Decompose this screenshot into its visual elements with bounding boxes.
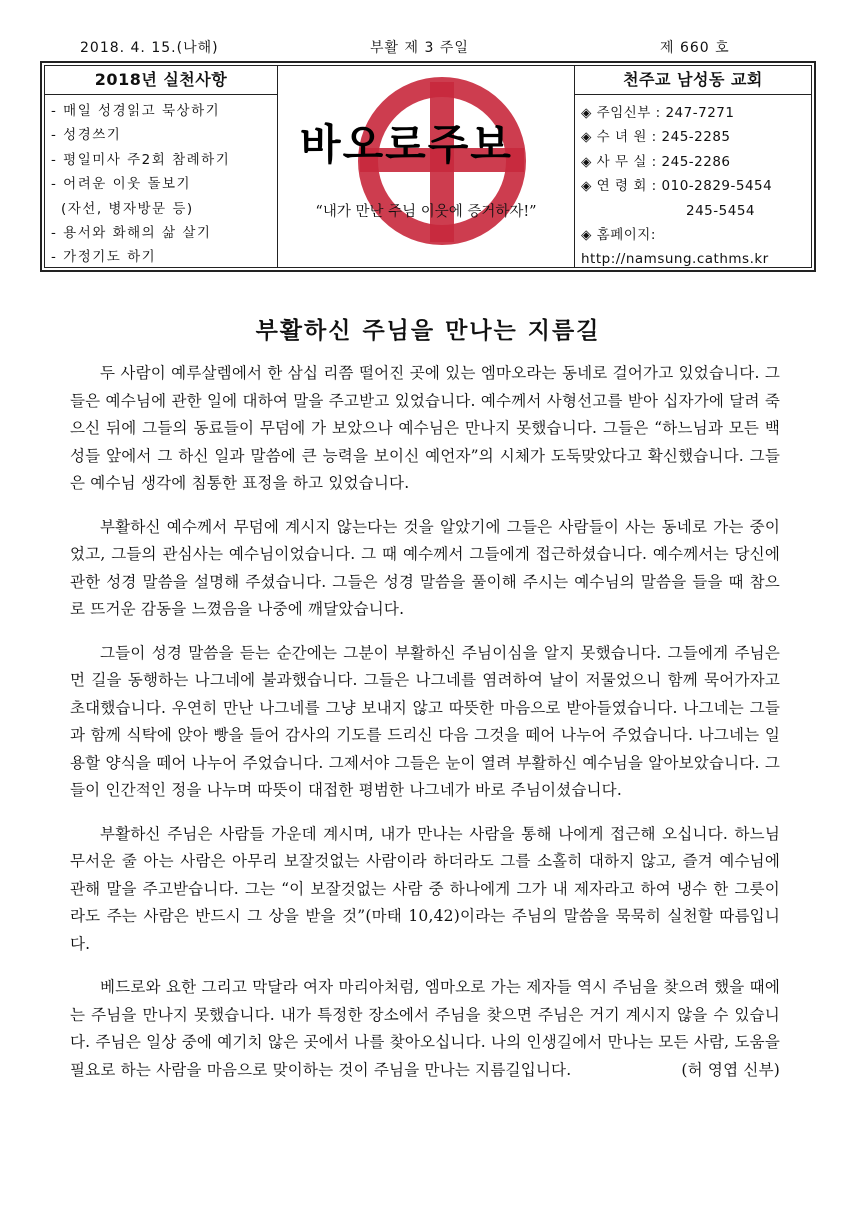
contact-funeral-alt: 245-5454 [686, 202, 755, 219]
masthead-panel [278, 66, 574, 267]
issue-info-line [40, 37, 818, 59]
practice-item: - 매일 성경읽고 묵상하기 [51, 103, 221, 119]
article-paragraph: 그들이 성경 말씀을 듣는 순간에는 그분이 부활하신 주님이심을 알지 못했습니다. 그들에게 주님은 먼 길을 동행하는 나그네에 불과했습니다. 그들은 나그네를 염려하여 날이 저물었으니 함께 묵어가자고 초대했습니다. 우연히 만난 나그네를 그냥 보내지 않고 따뜻한 마음으로 받아들였습니다. 나그네는 그들과 함께 식탁에 앉아 빵을 들어 감사의 기도를 드리신 다음 그것을 떼어 나누어 주었습니다. 나그네는 일용할 양식을 떼어 나누어 주었습니다. 그제서야 그들은 눈이 열려 부활하신 예수님을 알아보았습니다. 그들이 인간적인 정을 나누며 따뜻이 대접한 평범한 나그네가 바로 주님이셨습니다. [70, 643, 780, 799]
contact-pastor: ◈ 주임신부 : 247-7271 [581, 105, 735, 121]
contact-office: ◈ 사 무 실 : 245-2286 [581, 153, 731, 170]
article-paragraph: 부활하신 주님은 사람들 가운데 계시며, 내가 만나는 사람을 통해 나에게 접근해 오십니다. 하느님 무서운 줄 아는 사람은 아무리 보잘것없는 사람이라 하더라도 그를 소홀히 대하지 않고, 즐겨 예수님에 관해 말을 주고받습니다. 그는 “이 보잘것없는 사람 중 하나에게 그가 내 제자라고 하여 냉수 한 그릇이라도 주는 사람은 반드시 그 상을 받을 것”(마태 10,42)이라는 주님의 말씀을 묵묵히 실천할 따름입니다. [70, 824, 780, 953]
article-paragraph: 부활하신 예수께서 무덤에 계시지 않는다는 것을 알았기에 그들은 사람들이 사는 동네로 가는 중이었고, 그들의 관심사는 예수님이었습니다. 그 때 예수께서 그들에게 접근하셨습니다. 예수께서는 당신에 관한 성경 말씀을 설명해 주셨습니다. 그들은 성경 말씀을 풀이해 주시는 예수님의 말씀을 들을 때 참으로 뜨거운 감동을 느꼈음을 나중에 깨달았습니다. [70, 517, 780, 618]
practice-item: (자선, 병자방문 등) [61, 200, 194, 217]
bulletin-header [40, 61, 816, 272]
article-paragraph-last [70, 974, 780, 1084]
church-title: 천주교 남성동 교회 [575, 66, 811, 95]
practice-panel [45, 66, 278, 267]
article-paragraph-text: 베드로와 요한 그리고 막달라 여자 마리아처럼, 엠마오로 가는 제자들 역시 주님을 찾으려 했을 때에는 주님을 만나지 못했습니다. 내가 특정한 장소에서 주님을 찾으면 주님은 거기 계시지 않을 수 있습니다. 주님은 일상 중에 예기치 않은 곳에서 나를 찾아오십니다. 나의 인생길에서 만나는 모든 사람, 도움을 필요로 하는 사람을 마음으로 맞이하는 것이 주님을 만나는 지름길입니다. [70, 978, 780, 1079]
masthead-motto: “내가 만난 주님 이웃에 증거하자!” [315, 204, 537, 220]
contact-list [575, 95, 811, 272]
article-author: (허 영엽 신부) [681, 1060, 780, 1079]
contact-homepage-url[interactable]: http://namsung.cathms.kr [581, 251, 769, 268]
article-paragraph: 두 사람이 예루살렘에서 한 삼십 리쯤 떨어진 곳에 있는 엠마오라는 동네로 걸어가고 있었습니다. 그들은 예수님에 관한 일에 대하여 말을 주고받고 있었습니다. 예수께서 사형선고를 받아 십자가에 달려 죽으신 뒤에 그들의 동료들이 무덤에 가 보았으나 예수님은 만나지 못했습니다. 그들은 “하느님과 모든 백성들 앞에서 그 하신 일과 말씀에 큰 능력을 보이신 예언자”의 시체가 도둑맞았다고 확신했습니다. 그들은 예수님 생각에 침통한 표정을 하고 있었습니다. [70, 364, 780, 492]
practice-item: - 용서와 화해의 삶 살기 [51, 225, 212, 242]
practice-item: - 어려운 이웃 돌보기 [51, 176, 192, 193]
contact-funeral: ◈ 연 령 회 : 010-2829-5454 [581, 178, 773, 195]
issue-number: 제 660 호 [660, 40, 730, 56]
issue-date: 2018. 4. 15.(나해) [80, 40, 219, 56]
practice-item: - 평일미사 주2회 참례하기 [51, 151, 231, 168]
practice-item: - 성경쓰기 [51, 127, 122, 144]
article-title: 부활하신 주님을 만나는 지름길 [255, 317, 601, 344]
masthead-title: 바오로주보 [300, 120, 513, 169]
contact-convent: ◈ 수 녀 원 : 245-2285 [581, 129, 731, 146]
practice-item: - 가정기도 하기 [51, 249, 157, 266]
liturgical-sunday: 부활 제 3 주일 [370, 40, 469, 56]
article-body [70, 360, 780, 1100]
contact-homepage-label: ◈ 홈페이지: [581, 227, 656, 244]
church-panel [574, 66, 811, 267]
practice-list [45, 95, 277, 270]
practice-title: 2018년 실천사항 [45, 66, 277, 95]
